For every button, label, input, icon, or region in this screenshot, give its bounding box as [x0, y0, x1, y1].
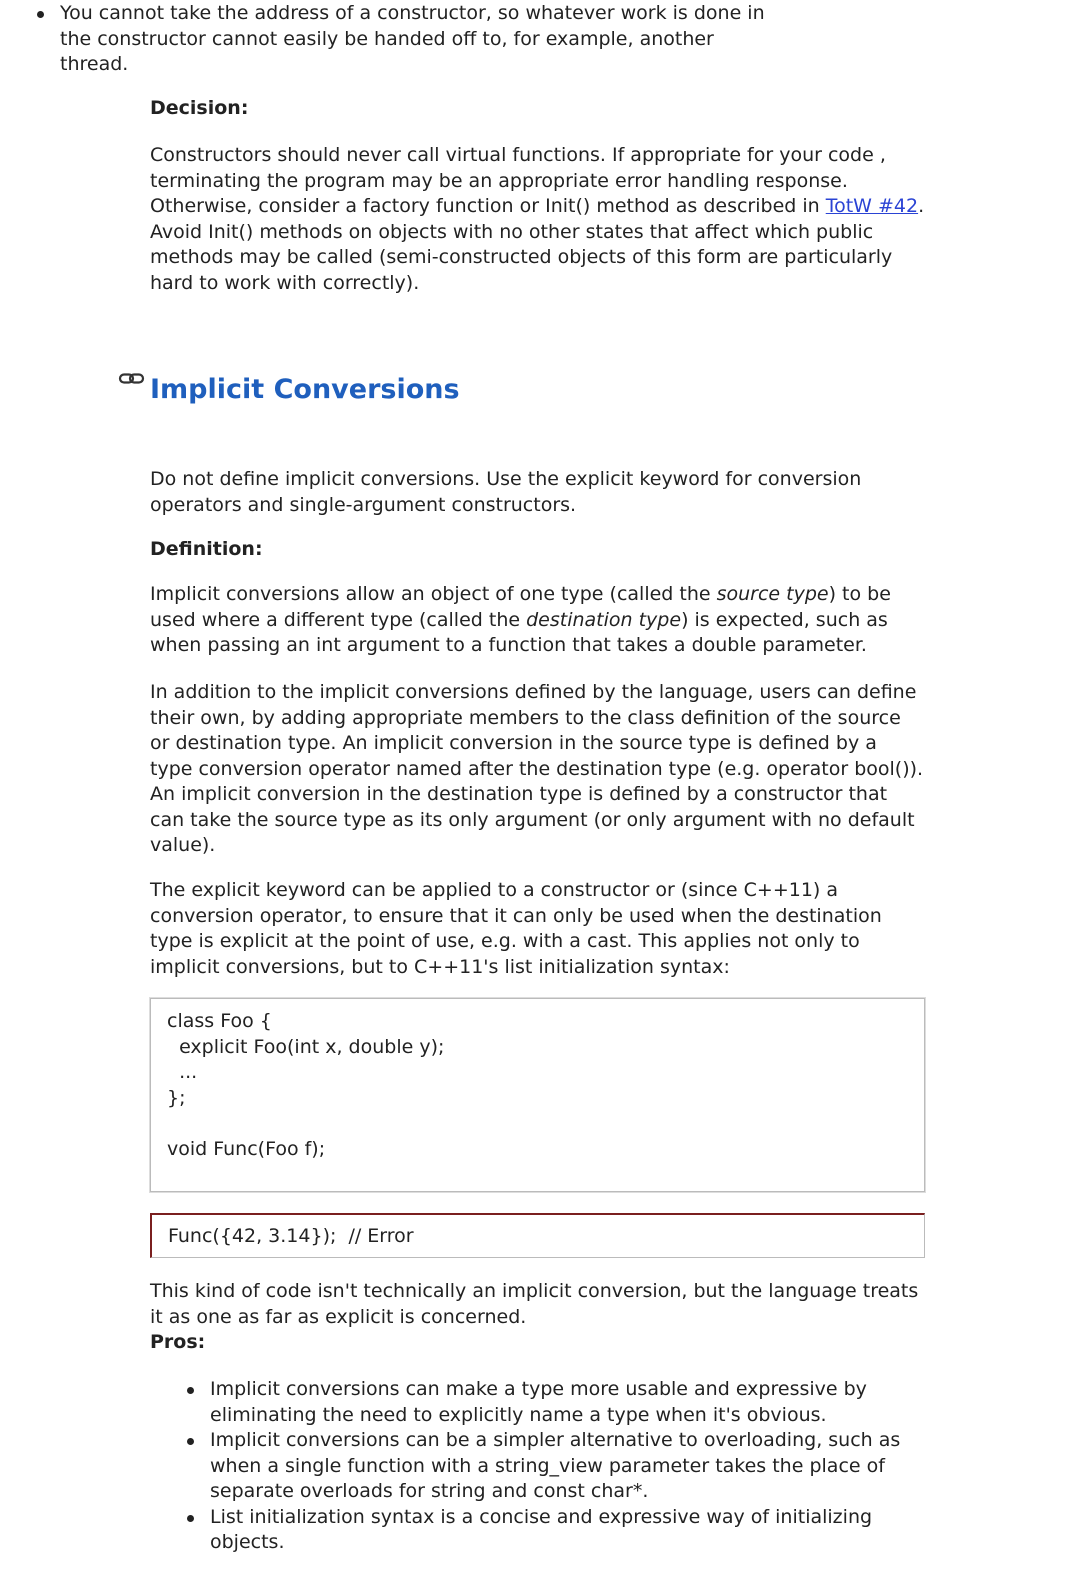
code-example-bad: Func({42, 3.14}); // Error [150, 1213, 925, 1258]
pros-list [150, 1377, 925, 1556]
after-code-text: This kind of code isn't technically an implicit conversion, but the language treats it as one as far as explicit is concerned. [150, 1280, 919, 1328]
destination-type-term: destination type [526, 608, 682, 631]
decision-text-part: . Avoid Init() methods on objects with no other states that affect which public methods may be called (semi-constructed objects of this form are particularly hard to work with correctly). [150, 195, 925, 294]
definition-paragraph-1 [150, 582, 910, 659]
list-item: You cannot take the address of a constructor, so whatever work is done in the constructor cannot easily be handed off to, for example, another thread. [60, 1, 780, 78]
text: ) is expected, such as when passing an int argument to a function that takes a double parameter. [150, 608, 888, 656]
decision-text [150, 143, 925, 296]
decision-label: Decision: [150, 97, 249, 119]
code-example-good: class Foo { explicit Foo(int x, double y); ... }; void Func(Foo f); [150, 998, 925, 1192]
section-summary: Do not define implicit conversions. Use the explicit keyword for conversion operators and single-argument constructors. [150, 468, 862, 516]
pros-label: Pros: [150, 1331, 206, 1353]
text: ) to be used where a different type (called the [150, 583, 891, 631]
list-item: List initialization syntax is a concise and expressive way of initializing objects. [210, 1505, 925, 1556]
list-item: Implicit conversions can make a type more usable and expressive by eliminating the need to explicitly name a type when it's obvious. [210, 1377, 925, 1428]
definition-paragraph-2: In addition to the implicit conversions defined by the language, users can define their own, by adding appropriate members to the class definition of the source or destination type. An implicit conversion in the source type is defined by a type conversion operator named after the destination type (e.g. operator bool()). An implicit conversion in the destination type is defined by a constructor that can take the source type as its only argument (or only argument with no default value). [150, 681, 924, 856]
constructor-cons-list [0, 0, 780, 78]
link-icon[interactable] [118, 372, 148, 390]
totw-42-link[interactable]: TotW #42 [825, 195, 919, 217]
definition-label: Definition: [150, 538, 263, 560]
definition-paragraph-3: The explicit keyword can be applied to a constructor or (since C++11) a conversion operator, to ensure that it can only be used when the destination type is explicit at the point of use, e.g. with a cast. This applies not only to implicit conversions, but to C++11's list initialization syntax: [150, 879, 882, 978]
text: Implicit conversions allow an object of one type (called the [150, 583, 717, 605]
section-title: Implicit Conversions [150, 374, 460, 405]
decision-text-part: Constructors should never call virtual functions. If appropriate for your code , terminating the program may be an appropriate error handling response. Otherwise, consider a factory function or Init() method as described in [150, 144, 886, 217]
source-type-term: source type [716, 583, 829, 605]
list-item: Implicit conversions can be a simpler alternative to overloading, such as when a single function with a string_view parameter takes the place of separate overloads for string and const char*. [210, 1428, 925, 1505]
